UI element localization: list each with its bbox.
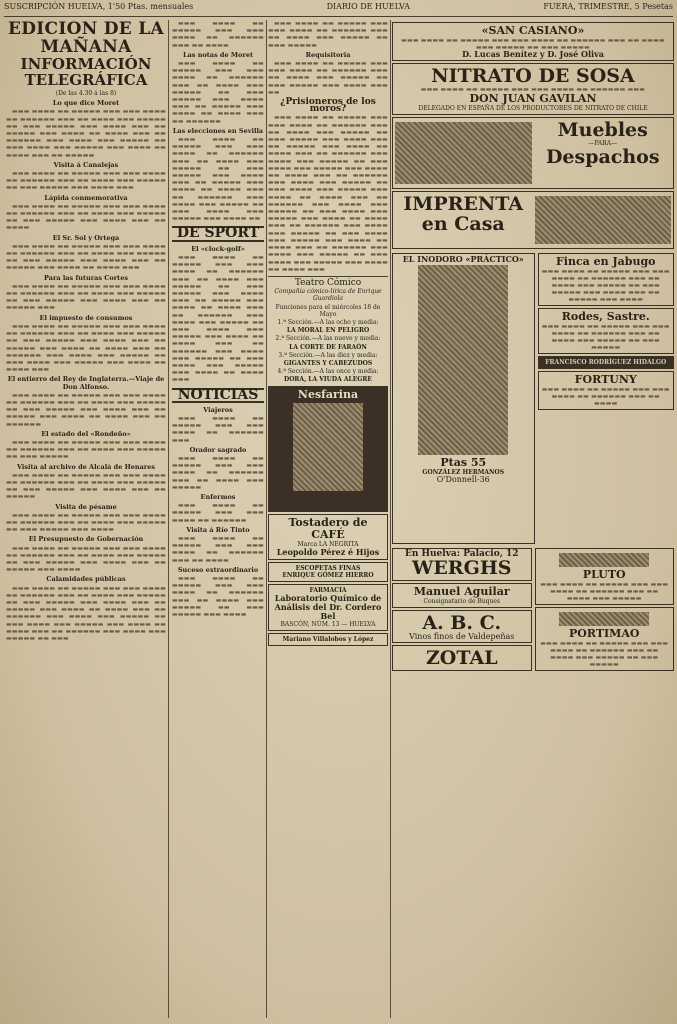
article-body: ▬▬▬ ▬▬▬▬ ▬▬ ▬▬▬▬▬ ▬▬▬ ▬▬▬ ▬▬▬▬ ▬▬ ▬▬▬▬▬▬ ▬▬▬ ▬▬ ▬▬▬▬ ▬▬▬ ▬▬▬▬▬ ▬▬ ▬▬▬ ▬▬▬▬▬ ▬▬▬ ▬▬▬▬ ▬▬▬ ▬▬ ▬▬▬▬▬ ▬▬▬ ▬▬▬▬ ▬▬ ▬▬▬▬ ▬▬▬ ▬▬ ▬▬▬▬▬▬ ▬▬▬ ▬▬▬▬ ▬▬▬ ▬▬▬▬▬ ▬▬ ▬▬▬ ▬▬▬▬ ▬▬▬ ▬▬▬▬▬ ▬▬▬ ▬▬▬▬ ▬▬ ▬▬▬▬ ▬▬▬ ▬▬ ▬▬▬▬▬▬ ▬▬▬ ▬▬▬▬ ▬▬▬ ▬▬▬▬▬ ▬▬ ▬▬▬ [6, 584, 166, 643]
steamship-icon [559, 612, 649, 626]
article-body: ▬▬▬ ▬▬▬▬ ▬▬ ▬▬▬▬▬ ▬▬▬ ▬▬▬ ▬▬▬▬ ▬▬ ▬▬▬▬▬▬ ▬▬▬ ▬▬ ▬▬▬▬ ▬▬▬ ▬▬▬▬▬ ▬▬ ▬▬▬ ▬▬▬▬▬ ▬▬▬ ▬▬▬▬ ▬▬▬ ▬▬ ▬▬▬▬▬ ▬▬▬ ▬▬▬▬ ▬▬ ▬▬▬▬ ▬▬▬ ▬▬ ▬▬▬▬▬▬ ▬▬▬ ▬▬▬▬ ▬▬▬ ▬▬▬▬▬ ▬▬ ▬▬▬ ▬▬▬▬ ▬▬▬ ▬▬▬▬▬ ▬▬▬ ▬▬▬▬ ▬▬ ▬▬▬▬ ▬▬▬ [6, 322, 166, 374]
article-body: ▬▬▬ ▬▬▬▬ ▬▬ ▬▬▬▬▬ ▬▬▬ ▬▬▬ ▬▬▬▬ ▬▬ ▬▬▬▬▬▬ ▬▬▬ ▬▬ ▬▬▬▬ ▬▬▬ ▬▬▬▬▬ ▬▬ ▬▬▬ ▬▬▬▬▬ ▬▬▬ ▬▬▬▬ ▬▬▬ ▬▬ [268, 60, 388, 96]
ad-illustration [418, 265, 508, 455]
ad-line: BASCÓN, NÚM. 13 — HUELVA [280, 620, 376, 628]
teatro-line: LA MORAL EN PELIGRO [286, 327, 370, 335]
article-body: ▬▬▬ ▬▬▬▬ ▬▬ ▬▬▬▬▬ ▬▬▬ ▬▬▬ ▬▬▬▬ ▬▬ ▬▬▬▬▬▬ ▬▬▬ ▬▬ ▬▬▬▬ ▬▬▬ ▬▬▬▬▬ ▬▬ ▬▬▬ ▬▬▬▬▬ ▬▬▬ ▬▬▬▬ ▬▬▬ ▬▬ ▬▬▬▬▬ ▬▬▬ ▬▬▬▬ ▬▬ ▬▬▬▬ ▬▬▬ [6, 242, 166, 272]
divider [268, 276, 388, 277]
ad-line: ENRIQUE GÓMEZ HIERRO [282, 571, 374, 579]
article-heading: Visita á Río Tinto [186, 525, 250, 534]
ad-title: Muebles [557, 119, 648, 141]
article-body: ▬▬▬ ▬▬▬▬ ▬▬ ▬▬▬▬▬ ▬▬▬ ▬▬▬ ▬▬▬▬ ▬▬ ▬▬▬▬▬▬ ▬▬▬ ▬▬ ▬▬▬▬ ▬▬▬ ▬▬▬▬▬ ▬▬ ▬▬▬ ▬▬▬▬▬ ▬▬▬ ▬▬▬▬ ▬▬▬ ▬▬ ▬▬▬▬▬ ▬▬▬ ▬▬▬▬ ▬▬ ▬▬▬▬ ▬▬▬ ▬▬ ▬▬▬▬▬▬ [172, 60, 264, 125]
ad-line: Mariano Villalobos y López [282, 635, 374, 643]
farmacia-ad [268, 584, 388, 631]
column-telegraph [6, 20, 166, 1020]
ad-title: PLUTO [582, 568, 626, 581]
article-heading: ¿Prisioneros de los moros? [280, 97, 376, 115]
inodoro-ad [392, 253, 535, 544]
ad-line: D. Lucas Benítez y D. José Oliva [462, 49, 604, 59]
sport-section-title: DE SPORT [172, 226, 264, 241]
ad-line: Vinos finos de Valdepeñas [409, 632, 515, 641]
teatro-line: GIGANTES Y CABEZUDOS [283, 359, 373, 367]
ad-price: Ptas 55 [440, 456, 487, 469]
section-title: INFORMACIÓN TELEGRÁFICA [20, 55, 152, 89]
article-heading: Calamidades públicas [46, 575, 126, 584]
masthead-left: SUSCRIPCIÓN HUELVA, 1'50 Ptas. mensuales [4, 2, 194, 11]
ad-title: NITRATO DE SOSA [431, 65, 635, 87]
article-body: ▬▬▬ ▬▬▬▬ ▬▬ ▬▬▬▬▬ ▬▬▬ ▬▬▬ ▬▬▬▬ ▬▬ ▬▬▬▬▬▬ ▬▬▬ ▬▬ ▬▬▬▬ ▬▬▬ ▬▬▬▬▬ ▬▬ ▬▬▬ ▬▬▬▬▬ ▬▬▬ ▬▬▬▬ ▬▬▬ [6, 170, 166, 192]
teatro-line: 3.ª Sección.—A las diez y media: [278, 351, 378, 359]
article-body: ▬▬▬ ▬▬▬▬ ▬▬ ▬▬▬▬▬ ▬▬▬ ▬▬▬ ▬▬▬▬ ▬▬ ▬▬▬▬▬▬ ▬▬▬ [172, 414, 264, 444]
ad-title: A. B. C. [422, 612, 502, 634]
portimao-ad [535, 607, 675, 671]
article-heading: Para las futuras Cortes [44, 273, 128, 282]
finca-ad [538, 253, 675, 306]
ad-title: FRANCISCO RODRÍGUEZ HIDALGO [545, 359, 667, 366]
ad-line: GONZÁLEZ HERMANOS [422, 469, 505, 476]
sport-subtitle: El «clock-golf» [191, 244, 245, 253]
article-heading: El Sr. Sol y Ortega [52, 233, 120, 242]
column-rule [266, 20, 267, 1018]
ad-body: ▬▬▬ ▬▬▬▬ ▬▬ ▬▬▬▬▬ ▬▬▬ ▬▬▬ ▬▬▬▬ ▬▬ ▬▬▬▬▬▬ ▬▬▬ ▬▬ ▬▬▬▬ [541, 386, 670, 407]
ad-title: IMPRENTA [403, 193, 524, 215]
article-heading: Orador sagrado [189, 445, 247, 454]
nitrato-ad [392, 63, 674, 115]
masthead-right: FUERA, TRIMESTRE, 5 Pesetas [543, 2, 673, 11]
ad-title: «SAN CASIANO» [481, 24, 585, 37]
ad-line: En Huelva: Palacio, 12 [404, 549, 519, 559]
noticias-section-title: NOTICIAS [172, 388, 264, 403]
byline: (De las 4.30 á las 8) [55, 90, 117, 97]
article-heading: Viajeros [203, 405, 233, 414]
ad-title: Despachos [545, 146, 660, 168]
article-heading: Las elecciones en Sevilla [172, 126, 264, 135]
zotal-ad [392, 645, 532, 671]
ad-title: Tostadero de CAFÉ [288, 515, 368, 541]
article-body: ▬▬▬ ▬▬▬▬ ▬▬ ▬▬▬▬▬ ▬▬▬ ▬▬▬ ▬▬▬▬ ▬▬ ▬▬▬▬▬▬ ▬▬▬ ▬▬ ▬▬▬▬ ▬▬▬ ▬▬▬▬▬ ▬▬ ▬▬▬ ▬▬▬▬▬ ▬▬▬ ▬▬▬▬ [172, 575, 264, 619]
ad-line: Laboratorio Químico de Análisis del Dr. Cordero Bel [274, 592, 382, 621]
muebles-ad [392, 117, 674, 189]
san-casiano-ad [392, 22, 674, 61]
pluto-ad [535, 548, 675, 605]
article-body: ▬▬▬ ▬▬▬▬ ▬▬ ▬▬▬▬▬ ▬▬▬ ▬▬▬ ▬▬▬▬ ▬▬ ▬▬▬▬▬▬ ▬▬▬ ▬▬ ▬▬▬▬ ▬▬▬ ▬▬▬▬▬ ▬▬ ▬▬▬ ▬▬▬▬▬ ▬▬▬ ▬▬▬▬ ▬▬▬ ▬▬ ▬▬▬▬▬ ▬▬▬ ▬▬▬▬ ▬▬ ▬▬▬▬ ▬▬▬ ▬▬ ▬▬▬▬▬▬ ▬▬▬ ▬▬▬▬ ▬▬▬ ▬▬▬▬▬ ▬▬ ▬▬▬ ▬▬▬▬ ▬▬▬ ▬▬▬▬▬ ▬▬▬ ▬▬▬▬ ▬▬ ▬▬▬▬ ▬▬▬ ▬▬ ▬▬▬▬▬▬ ▬▬▬ ▬▬▬▬ ▬▬▬ ▬▬▬▬▬ ▬▬ ▬▬▬ ▬▬▬▬ ▬▬▬ ▬▬▬▬▬ ▬▬▬ ▬▬▬▬ ▬▬ ▬▬▬▬ ▬▬▬ [172, 253, 264, 384]
article-heading: Requisitoria [305, 50, 351, 59]
article-body: ▬▬▬ ▬▬▬▬ ▬▬ ▬▬▬▬▬ ▬▬▬ ▬▬▬ ▬▬▬▬ ▬▬ ▬▬▬▬▬▬ ▬▬▬ ▬▬ ▬▬▬▬ ▬▬▬ ▬▬▬▬▬ ▬▬ ▬▬▬ ▬▬▬▬▬ ▬▬▬ ▬▬▬▬ [6, 511, 166, 534]
ad-title: Finca en Jabugo [555, 255, 656, 268]
ad-illustration [535, 196, 672, 244]
edition-title: EDICIÓN DE LA MAÑANA [7, 20, 165, 57]
article-heading: Las notas de Moret [183, 50, 253, 59]
ad-body: ▬▬▬ ▬▬▬▬ ▬▬ ▬▬▬▬▬ ▬▬▬ ▬▬▬ ▬▬▬▬ ▬▬ ▬▬▬▬▬▬ ▬▬▬ ▬▬ ▬▬▬▬ ▬▬▬ ▬▬▬▬▬ ▬▬ ▬▬▬ ▬▬▬▬▬ [401, 37, 665, 51]
teatro-line: Compañía cómico-lírica de Enrique Guardiola [274, 288, 382, 303]
nesfarina-ad [268, 386, 388, 512]
teatro-line: DORA, LA VIUDA ALEGRE [284, 376, 372, 384]
ad-line: DON JUAN GAVILAN [469, 92, 597, 105]
ad-title: Rodes, Sastre. [561, 310, 650, 323]
column-ads [392, 20, 674, 1020]
teatro-title: Teatro Cómico [294, 277, 362, 288]
ad-title: PORTIMAO [569, 627, 640, 640]
werghs-ad [392, 548, 532, 581]
article-body: ▬▬▬ ▬▬▬▬ ▬▬ ▬▬▬▬▬ ▬▬▬ ▬▬▬ ▬▬▬▬ ▬▬ ▬▬▬▬▬▬ [172, 502, 264, 524]
article-body: ▬▬▬ ▬▬▬▬ ▬▬ ▬▬▬▬▬ ▬▬▬ ▬▬▬ ▬▬▬▬ ▬▬ ▬▬▬▬▬▬ ▬▬▬ ▬▬ ▬▬▬▬ ▬▬▬ ▬▬▬▬▬ ▬▬ ▬▬▬ ▬▬▬▬▬ ▬▬▬ ▬▬▬▬ ▬▬▬ ▬▬ ▬▬▬▬ [6, 202, 166, 232]
ad-title: Nesfarina [297, 387, 359, 401]
ad-title: EL INODORO «PRÁCTICO» [402, 254, 524, 264]
article-heading: Enfermos [200, 492, 236, 501]
article-heading: Visita de pésame [55, 502, 117, 511]
article-body: ▬▬▬ ▬▬▬▬ ▬▬ ▬▬▬▬▬ ▬▬▬ ▬▬▬ ▬▬▬▬ ▬▬ ▬▬▬▬▬▬ ▬▬▬ ▬▬ ▬▬▬▬ ▬▬▬ ▬▬▬▬▬ ▬▬ ▬▬▬ ▬▬▬▬▬ ▬▬▬ ▬▬▬▬ ▬▬▬ ▬▬ ▬▬▬▬▬ ▬▬▬ ▬▬▬▬ [6, 544, 166, 574]
ad-line: FARMACIA [309, 586, 347, 594]
article-heading: El estado del «Rondeño» [41, 429, 131, 438]
article-body: ▬▬▬ ▬▬▬▬ ▬▬ ▬▬▬▬▬ ▬▬▬ ▬▬▬ ▬▬▬▬ ▬▬ ▬▬▬▬▬▬ ▬▬▬ ▬▬ ▬▬▬▬ ▬▬▬ ▬▬▬▬▬ ▬▬ ▬▬▬ ▬▬▬▬▬ ▬▬▬ ▬▬▬▬ ▬▬▬ ▬▬ ▬▬▬▬▬ ▬▬▬ ▬▬▬▬ ▬▬ ▬▬▬▬ ▬▬▬ ▬▬ ▬▬▬▬▬▬ ▬▬▬ ▬▬▬▬ ▬▬▬ ▬▬▬▬▬ ▬▬ ▬▬▬ ▬▬▬▬ ▬▬▬ ▬▬▬▬▬ ▬▬▬ ▬▬▬▬ ▬▬ [172, 136, 264, 223]
steamship-icon [559, 553, 649, 567]
teatro-line: LA CORTE DE FARAÓN [289, 343, 367, 351]
teatro-line: 4.ª Sección.—A las once y media: [277, 368, 379, 376]
article-body: ▬▬▬ ▬▬▬▬ ▬▬ ▬▬▬▬▬ ▬▬▬ ▬▬▬ ▬▬▬▬ ▬▬ ▬▬▬▬▬▬ ▬▬▬ ▬▬ ▬▬▬▬ ▬▬▬ ▬▬▬▬▬ ▬▬ ▬▬▬ ▬▬▬▬▬ ▬▬▬ ▬▬▬▬ ▬▬▬ ▬▬ ▬▬▬▬▬ ▬▬▬ ▬▬▬▬ ▬▬ ▬▬▬▬ ▬▬▬ ▬▬ ▬▬▬▬▬▬ ▬▬▬ ▬▬▬▬ ▬▬▬ ▬▬▬▬▬ ▬▬ ▬▬▬ ▬▬▬▬ ▬▬▬ ▬▬▬▬▬ ▬▬▬ ▬▬▬▬ ▬▬ ▬▬▬▬ ▬▬▬ ▬▬ ▬▬▬▬▬▬ ▬▬▬ ▬▬▬▬ ▬▬▬ ▬▬▬▬▬ ▬▬ ▬▬▬ ▬▬▬▬ ▬▬▬ ▬▬▬▬▬ ▬▬▬ ▬▬▬▬ ▬▬ ▬▬▬▬ ▬▬▬ ▬▬ ▬▬▬▬▬▬ ▬▬▬ ▬▬▬▬ ▬▬▬ ▬▬▬▬▬ ▬▬ ▬▬▬ ▬▬▬▬ ▬▬▬ ▬▬▬▬▬ ▬▬▬ ▬▬▬▬ ▬▬ ▬▬▬▬ ▬▬▬ ▬▬ ▬▬▬▬▬▬ ▬▬▬ ▬▬▬▬ ▬▬▬ ▬▬▬▬▬ ▬▬ ▬▬▬ ▬▬▬▬ ▬▬▬ ▬▬▬▬▬ ▬▬▬ ▬▬▬▬ ▬▬ ▬▬▬▬ ▬▬▬ ▬▬ ▬▬▬▬▬▬ ▬▬▬ ▬▬▬▬ ▬▬▬ ▬▬▬▬▬ ▬▬ ▬▬▬ ▬▬▬▬ ▬▬▬ ▬▬▬▬▬ ▬▬▬ ▬▬▬▬ ▬▬ ▬▬▬▬ ▬▬▬ [268, 114, 388, 273]
imprenta-ad [392, 191, 674, 249]
article-body: ▬▬▬ ▬▬▬▬ ▬▬ ▬▬▬▬▬ ▬▬▬ ▬▬▬ ▬▬▬▬ ▬▬ ▬▬▬▬▬▬ ▬▬▬ ▬▬ ▬▬▬▬ ▬▬▬ ▬▬▬▬▬ ▬▬ ▬▬▬ ▬▬▬▬▬ ▬▬▬ ▬▬▬▬ ▬▬▬ ▬▬ ▬▬▬▬▬ ▬▬▬ ▬▬▬▬ ▬▬ ▬▬▬▬ ▬▬▬ ▬▬ ▬▬▬▬▬▬ ▬▬▬ ▬▬▬▬ ▬▬▬ ▬▬▬▬▬ ▬▬ ▬▬▬ ▬▬▬▬ ▬▬▬ ▬▬▬▬▬ ▬▬▬ ▬▬▬▬ ▬▬ ▬▬▬▬ ▬▬▬ ▬▬ ▬▬▬▬▬ [6, 108, 166, 159]
ad-title: WERGHS [411, 557, 512, 579]
ad-body: ▬▬▬ ▬▬▬▬ ▬▬ ▬▬▬▬▬ ▬▬▬ ▬▬▬ ▬▬▬▬ ▬▬ ▬▬▬▬▬▬ ▬▬▬ [420, 86, 646, 93]
article-heading: Lápida conmemorativa [44, 193, 128, 202]
ad-body: ▬▬▬ ▬▬▬▬ ▬▬ ▬▬▬▬▬ ▬▬▬ ▬▬▬ ▬▬▬▬ ▬▬ ▬▬▬▬▬▬ ▬▬▬ ▬▬ ▬▬▬▬ ▬▬▬ ▬▬▬▬▬ [540, 581, 669, 602]
article-heading: El entierro del Rey de Inglaterra.—Viaje de Don Alfonso. [7, 375, 165, 391]
article-heading: Suceso extraordinario [177, 565, 259, 574]
article-body: ▬▬▬ ▬▬▬▬ ▬▬ ▬▬▬▬▬ ▬▬▬ ▬▬▬ ▬▬▬▬ ▬▬ ▬▬▬▬▬▬ ▬▬▬ ▬▬ ▬▬▬▬ ▬▬▬ ▬▬▬▬▬ ▬▬ ▬▬▬ ▬▬▬▬▬ ▬▬▬ ▬▬▬▬ ▬▬▬ ▬▬ ▬▬▬▬▬ [6, 471, 166, 501]
article-body: ▬▬▬ ▬▬▬▬ ▬▬ ▬▬▬▬▬ ▬▬▬ ▬▬▬ ▬▬▬▬ ▬▬ ▬▬▬▬▬▬ ▬▬▬ ▬▬ ▬▬▬▬ ▬▬▬ ▬▬▬▬▬ ▬▬ ▬▬▬ ▬▬▬▬▬ ▬▬▬ ▬▬▬▬ ▬▬▬ ▬▬ ▬▬▬▬▬ ▬▬▬ [6, 282, 166, 312]
ad-title: ZOTAL [425, 647, 498, 669]
aguilar-ad [392, 583, 532, 608]
article-heading: Visita á Canalejas [53, 160, 119, 169]
ad-line: ESCOPETAS FINAS [295, 564, 361, 572]
article-heading: El impuesto de consumos [39, 313, 133, 322]
ad-title: FORTUNY [574, 373, 637, 386]
column-misc [268, 20, 388, 1020]
article-body: ▬▬▬ ▬▬▬▬ ▬▬ ▬▬▬▬▬ ▬▬▬ ▬▬▬ ▬▬▬▬ ▬▬ ▬▬▬▬▬▬ ▬▬▬ ▬▬ ▬▬▬▬ ▬▬▬ ▬▬▬▬▬ ▬▬ ▬▬▬ ▬▬▬▬▬ [6, 438, 166, 461]
column-rule [390, 20, 391, 1018]
ad-line: O'Donnell-36 [436, 475, 490, 484]
article-heading: Visita al archivo de Alcalá de Henares [16, 462, 156, 471]
article-heading: El Presupuesto de Gobernación [28, 535, 144, 544]
article-heading: Lo que dice Moret [52, 99, 120, 108]
teatro-line: 2.ª Sección.—A las nueve y media: [275, 335, 381, 343]
ad-body: ▬▬▬ ▬▬▬▬ ▬▬ ▬▬▬▬▬ ▬▬▬ ▬▬▬ ▬▬▬▬ ▬▬ ▬▬▬▬▬▬ ▬▬▬ ▬▬ ▬▬▬▬ ▬▬▬ ▬▬▬▬▬ ▬▬ ▬▬▬ ▬▬▬▬▬ [540, 640, 669, 668]
article-body: ▬▬▬ ▬▬▬▬ ▬▬ ▬▬▬▬▬ ▬▬▬ ▬▬▬ ▬▬▬▬ ▬▬ ▬▬▬▬▬▬ ▬▬▬ ▬▬ ▬▬▬▬ ▬▬▬ ▬▬▬▬▬ [172, 454, 264, 491]
hidalgo-ad [538, 356, 675, 369]
ad-line: —PARA— [588, 140, 618, 147]
ad-illustration [293, 403, 363, 491]
cafe-ad [268, 514, 388, 560]
ad-illustration [395, 122, 532, 184]
ad-body: ▬▬▬ ▬▬▬▬ ▬▬ ▬▬▬▬▬ ▬▬▬ ▬▬▬ ▬▬▬▬ ▬▬ ▬▬▬▬▬▬ ▬▬▬ ▬▬ ▬▬▬▬ ▬▬▬ ▬▬▬▬▬ ▬▬ ▬▬▬ ▬▬▬▬▬ [541, 323, 670, 351]
teatro-line: 1.ª Sección.—A las ocho y media: [277, 318, 379, 326]
abc-ad [392, 610, 532, 643]
article-body: ▬▬▬ ▬▬▬▬ ▬▬ ▬▬▬▬▬ ▬▬▬ ▬▬▬ ▬▬▬▬ ▬▬ ▬▬▬▬▬▬ ▬▬▬ ▬▬ ▬▬▬▬ ▬▬▬ ▬▬▬▬▬ ▬▬ ▬▬▬ ▬▬▬▬▬ ▬▬▬ ▬▬▬▬ ▬▬▬ ▬▬ ▬▬▬▬▬ ▬▬▬ ▬▬▬▬ ▬▬ ▬▬▬▬ ▬▬▬ ▬▬ ▬▬▬▬▬▬ [6, 391, 166, 428]
ad-title: en Casa [421, 213, 505, 235]
ad-title: Manuel Aguilar [413, 585, 510, 598]
teatro-line: Funciones para el miércoles 18 de Mayo [275, 303, 381, 318]
column-rule [168, 20, 169, 1018]
article-body: ▬▬▬ ▬▬▬▬ ▬▬ ▬▬▬▬▬ ▬▬▬ ▬▬▬ ▬▬▬▬ ▬▬ ▬▬▬▬▬▬ ▬▬▬ ▬▬ ▬▬▬▬ ▬▬▬ ▬▬▬▬▬ ▬▬ ▬▬▬ ▬▬▬▬▬ [268, 20, 388, 49]
article-body: ▬▬▬ ▬▬▬▬ ▬▬ ▬▬▬▬▬ ▬▬▬ ▬▬▬ ▬▬▬▬ ▬▬ ▬▬▬▬▬▬ ▬▬▬ ▬▬ ▬▬▬▬ [172, 535, 264, 564]
ad-line: DELEGADO EN ESPAÑA DE LOS PRODUCTORES DE NITRATO DE CHILE [418, 105, 648, 112]
ad-line: Marca LA NEGRITA [297, 540, 359, 548]
escopetas-ad [268, 562, 388, 582]
villalobos-ad [268, 633, 388, 646]
masthead-center: DIARIO DE HUELVA [326, 2, 410, 11]
ad-line: Leopoldo Pérez é Hijos [276, 546, 380, 557]
shipping-ad [538, 371, 675, 410]
rodes-ad [538, 308, 675, 354]
article-body: ▬▬▬ ▬▬▬▬ ▬▬ ▬▬▬▬▬ ▬▬▬ ▬▬▬ ▬▬▬▬ ▬▬ ▬▬▬▬▬▬ ▬▬▬ ▬▬ ▬▬▬▬ [172, 20, 264, 49]
column-news [172, 20, 264, 1020]
masthead [4, 2, 673, 17]
ad-line: Consignatario de Buques [423, 598, 501, 605]
ad-body: ▬▬▬ ▬▬▬▬ ▬▬ ▬▬▬▬▬ ▬▬▬ ▬▬▬ ▬▬▬▬ ▬▬ ▬▬▬▬▬▬ ▬▬▬ ▬▬ ▬▬▬▬ ▬▬▬ ▬▬▬▬▬ ▬▬ ▬▬▬ ▬▬▬▬▬ ▬▬▬ ▬▬▬▬ ▬▬▬ ▬▬ ▬▬▬▬▬ ▬▬▬ ▬▬▬▬ [541, 268, 670, 303]
